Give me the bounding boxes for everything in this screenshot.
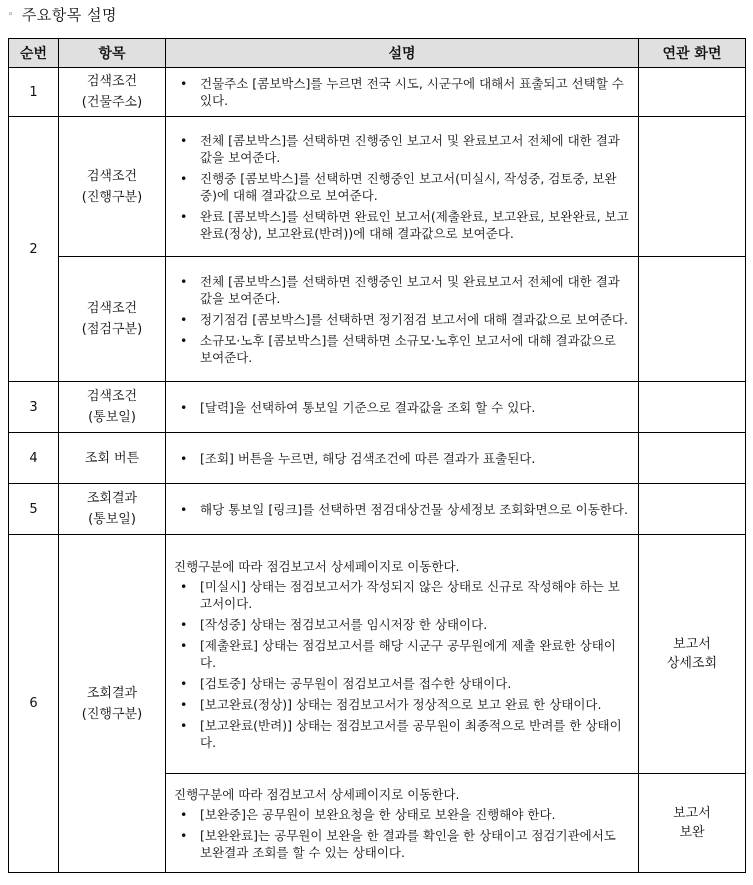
table-row <box>9 382 746 433</box>
bullet-item: • 건물주소 [콤보박스]를 누르면 전국 시도, 시군구에 대해서 표출되고 선택할 수 있다. <box>200 75 630 109</box>
bullet-item: • 정기점검 [콤보박스]를 선택하면 정기점검 보고서에 대해 결과값으로 보여준다. <box>200 311 630 328</box>
item-line: (진행구분) <box>81 189 143 205</box>
table-header-row <box>9 39 746 68</box>
item-line: (통보일) <box>88 512 136 527</box>
row-description <box>166 535 639 774</box>
row-screen <box>639 535 746 774</box>
row-number: 2 <box>9 117 59 382</box>
item-line: (통보일) <box>88 410 136 425</box>
bullet-item: • [보고완료(정상)] 상태는 점검보고서가 정상적으로 보고 완료 한 상태이다. <box>200 696 630 713</box>
bullet-item: • [검토중] 상태는 공무원이 점검보고서를 접수한 상태이다. <box>200 675 630 692</box>
table-row <box>9 257 746 382</box>
row-item <box>59 433 166 484</box>
bullet-item: • 진행중 [콤보박스]를 선택하면 진행중인 보고서(미실시, 작성중, 검토중, 보완중)에 대해 결과값으로 보여준다. <box>200 170 630 204</box>
bullet-item: • 전체 [콤보박스]를 선택하면 진행중인 보고서 및 완료보고서 전체에 대한 결과값을 보여준다. <box>200 132 630 166</box>
row-description <box>166 774 639 873</box>
section-title-text: 주요항목 설명 <box>21 6 118 24</box>
row-screen <box>639 774 746 873</box>
bullet-item: • [미실시] 상태는 점검보고서가 작성되지 않은 상태로 신규로 작성해야 하는 보고서이다. <box>200 578 630 612</box>
screen-line: 보고서 <box>673 637 711 652</box>
bullet-item: • 해당 통보일 [링크]를 선택하면 점검대상건물 상세정보 조회화면으로 이동한다. <box>200 501 630 518</box>
bullet-item: • 전체 [콤보박스]를 선택하면 진행중인 보고서 및 완료보고서 전체에 대한 결과값을 보여준다. <box>200 273 630 307</box>
item-description-table <box>8 38 746 873</box>
row-item <box>59 484 166 535</box>
row-description <box>166 484 639 535</box>
row-number: 3 <box>9 382 59 433</box>
row-screen <box>639 484 746 535</box>
table-row <box>9 535 746 774</box>
row-screen <box>639 382 746 433</box>
item-line: (건물주소) <box>81 95 143 110</box>
bullet-item: • [보완완료]는 공무원이 보완을 한 결과를 확인을 한 상태이고 점검기관에서도 보완결과 조회를 할 수 있는 상태이다. <box>200 827 630 861</box>
row-number: 4 <box>9 433 59 484</box>
item-line: (점검구분) <box>81 322 143 337</box>
row-description <box>166 257 639 382</box>
item-line: 조회결과 <box>86 685 138 701</box>
item-line: 검색조건 <box>86 301 138 316</box>
header-screen: 연관 화면 <box>639 39 746 68</box>
bullet-item: • 완료 [콤보박스]를 선택하면 완료인 보고서(제출완료, 보고완료, 보완완료, 보고완료(정상), 보고완료(반려))에 대해 결과값으로 보여준다. <box>200 208 630 242</box>
bullet-item: • [달력]을 선택하여 통보일 기준으로 결과값을 조회 할 수 있다. <box>200 399 630 416</box>
table-row <box>9 68 746 117</box>
row-description <box>166 117 639 257</box>
table-row <box>9 117 746 257</box>
item-line: 검색조건 <box>86 168 138 184</box>
row-item <box>59 117 166 257</box>
description-intro: 진행구분에 따라 점검보고서 상세페이지로 이동한다. <box>174 787 460 802</box>
row-item <box>59 257 166 382</box>
header-num: 순번 <box>9 39 59 68</box>
row-screen <box>639 117 746 257</box>
row-screen <box>639 68 746 117</box>
row-item <box>59 382 166 433</box>
screen-line: 상세조회 <box>666 656 718 671</box>
header-item: 항목 <box>59 39 166 68</box>
row-description <box>166 382 639 433</box>
row-number: 6 <box>9 535 59 873</box>
bullet-item: • [제출완료] 상태는 점검보고서를 해당 시군구 공무원에게 제출 완료한 상태이다. <box>200 637 630 671</box>
row-screen <box>639 257 746 382</box>
screen-line: 보고서 <box>673 806 711 821</box>
row-item <box>59 535 166 873</box>
description-intro: 진행구분에 따라 점검보고서 상세페이지로 이동한다. <box>174 559 460 574</box>
item-line: (진행구분) <box>81 706 143 722</box>
row-number: 1 <box>9 68 59 117</box>
row-description <box>166 433 639 484</box>
bullet-item: • [보고완료(반려)] 상태는 점검보고서를 공무원이 최종적으로 반려를 한 상태이다. <box>200 717 630 751</box>
section-title <box>8 4 117 25</box>
table-row <box>9 433 746 484</box>
row-item <box>59 68 166 117</box>
header-desc: 설명 <box>166 39 639 68</box>
row-screen <box>639 433 746 484</box>
item-line: 조회결과 <box>86 491 138 506</box>
bullet-item: • [작성중] 상태는 점검보고서를 임시저장 한 상태이다. <box>200 616 630 633</box>
item-line: 조회 버튼 <box>84 450 140 466</box>
item-line: 검색조건 <box>86 74 138 89</box>
bullet-item: • [조회] 버튼을 누르면, 해당 검색조건에 따른 결과가 표출된다. <box>200 450 630 467</box>
bullet-item: • [보완중]은 공무원이 보완요청을 한 상태로 보완을 진행해야 한다. <box>200 806 630 823</box>
table-row <box>9 484 746 535</box>
hollow-bullet-icon: ◦ <box>8 9 14 20</box>
screen-line: 보완 <box>679 825 705 840</box>
row-number: 5 <box>9 484 59 535</box>
item-line: 검색조건 <box>86 389 138 404</box>
bullet-item: • 소규모·노후 [콤보박스]를 선택하면 소규모·노후인 보고서에 대해 결과값으로 보여준다. <box>200 332 630 366</box>
row-description <box>166 68 639 117</box>
